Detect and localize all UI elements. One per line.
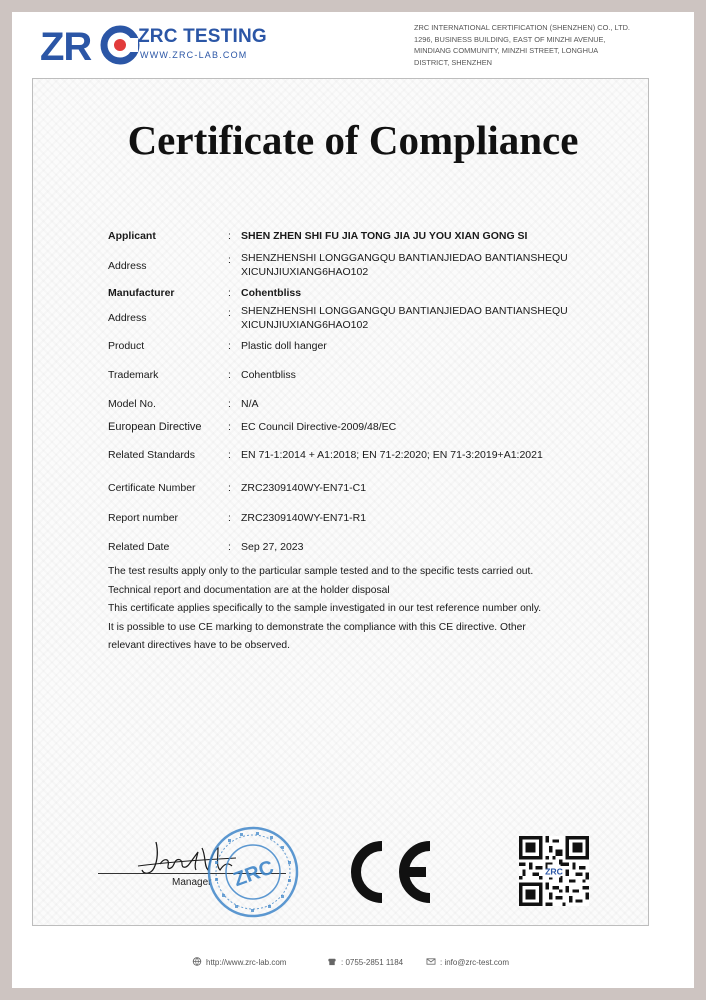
compliance-statement xyxy=(108,563,578,656)
statement-line: The test results apply only to the particular sample tested and to the specific tests carried out. xyxy=(108,566,534,577)
svg-text:ZRC: ZRC xyxy=(545,866,563,877)
footer-website[interactable] xyxy=(192,957,286,967)
field-colon: : xyxy=(228,512,231,524)
field-colon: : xyxy=(228,421,231,433)
certificate-title: Certificate of Compliance xyxy=(127,117,579,163)
field-value: N/A xyxy=(241,398,259,410)
statement-line: This certificate applies specifically to the sample investigated in our test reference number only. xyxy=(108,603,542,614)
field-value: ZRC2309140WY-EN71-C1 xyxy=(241,482,367,494)
brand-name: ZRC TESTING xyxy=(138,26,267,47)
field-label: Related Date xyxy=(108,541,170,553)
field-colon: : xyxy=(228,287,231,299)
field-label: Model No. xyxy=(108,398,156,410)
company-line: MINDIANG COMMUNITY, MINZHI STREET, LONGHUA xyxy=(414,46,599,55)
certificate-frame xyxy=(32,78,649,926)
field-value: EC Council Directive-2009/48/EC xyxy=(241,421,397,433)
zrc-logo xyxy=(40,18,140,68)
company-line: ZRC INTERNATIONAL CERTIFICATION (SHENZHEN) CO., LTD. xyxy=(414,23,630,32)
footer-phone-text: : 0755-2851 1184 xyxy=(341,958,404,967)
footer-website-text[interactable]: http://www.zrc-lab.com xyxy=(206,958,287,967)
field-label: Manufacturer xyxy=(108,287,175,299)
statement-line: relevant directives have to be observed. xyxy=(108,640,291,651)
footer-email[interactable] xyxy=(426,957,509,967)
field-value: Cohentbliss xyxy=(241,287,302,299)
ce-mark xyxy=(342,840,436,904)
footer-email-text[interactable]: : info@zrc-test.com xyxy=(440,958,510,967)
phone-icon xyxy=(327,957,337,966)
field-label: Address xyxy=(108,312,147,324)
field-value: SHENZHENSHI LONGGANGQU BANTIANJIEDAO BANTIANSHEQU xyxy=(241,305,568,317)
signatory-role: Manager xyxy=(172,877,212,888)
zrc-seal-stamp xyxy=(206,825,300,919)
field-value: Cohentbliss xyxy=(241,369,296,381)
field-colon: : xyxy=(228,398,231,410)
field-colon: : xyxy=(228,340,231,352)
field-colon: : xyxy=(228,449,231,461)
mail-icon xyxy=(426,957,436,966)
field-label: Report number xyxy=(108,512,179,524)
field-value: ZRC2309140WY-EN71-R1 xyxy=(241,512,367,524)
field-label: European Directive xyxy=(108,421,202,433)
statement-line: Technical report and documentation are at the holder disposal xyxy=(108,584,390,596)
field-colon: : xyxy=(228,541,231,553)
field-colon: : xyxy=(228,230,231,242)
field-colon: : xyxy=(228,307,231,319)
field-value: EN 71-1:2014 + A1:2018; EN 71-2:2020; EN 71-3:2019+A1:2021 xyxy=(241,449,543,461)
field-colon: : xyxy=(228,254,231,266)
field-value: Sep 27, 2023 xyxy=(241,541,304,553)
field-value: SHEN ZHEN SHI FU JIA TONG JIA JU YOU XIAN GONG SI xyxy=(241,230,528,242)
field-value: Plastic doll hanger xyxy=(241,340,327,352)
svg-text:ZRC: ZRC xyxy=(230,856,277,892)
field-label: Product xyxy=(108,340,145,352)
brand-url: WWW.ZRC-LAB.COM xyxy=(140,50,248,60)
field-value-line2: XICUNJIUXIANG6HAO102 xyxy=(241,266,369,278)
field-value: SHENZHENSHI LONGGANGQU BANTIANJIEDAO BANTIANSHEQU xyxy=(241,252,568,264)
qr-code[interactable] xyxy=(519,836,589,906)
company-line: DISTRICT, SHENZHEN xyxy=(414,57,493,67)
field-label: Address xyxy=(108,260,147,272)
svg-text:ZR: ZR xyxy=(40,25,92,68)
field-label: Trademark xyxy=(108,369,159,381)
globe-icon xyxy=(192,957,202,966)
footer-phone xyxy=(327,957,403,967)
statement-line: It is possible to use CE marking to demonstrate the compliance with this CE directive. Other xyxy=(108,621,526,633)
company-line: 1296, BUSINESS BUILDING, EAST OF MINZHI AVENUE, xyxy=(414,34,606,44)
field-value-line2: XICUNJIUXIANG6HAO102 xyxy=(241,319,369,331)
field-label: Certificate Number xyxy=(108,482,196,494)
field-colon: : xyxy=(228,482,231,494)
field-label: Applicant xyxy=(108,230,156,242)
field-colon: : xyxy=(228,369,231,381)
field-label: Related Standards xyxy=(108,449,195,461)
company-address xyxy=(414,22,640,68)
